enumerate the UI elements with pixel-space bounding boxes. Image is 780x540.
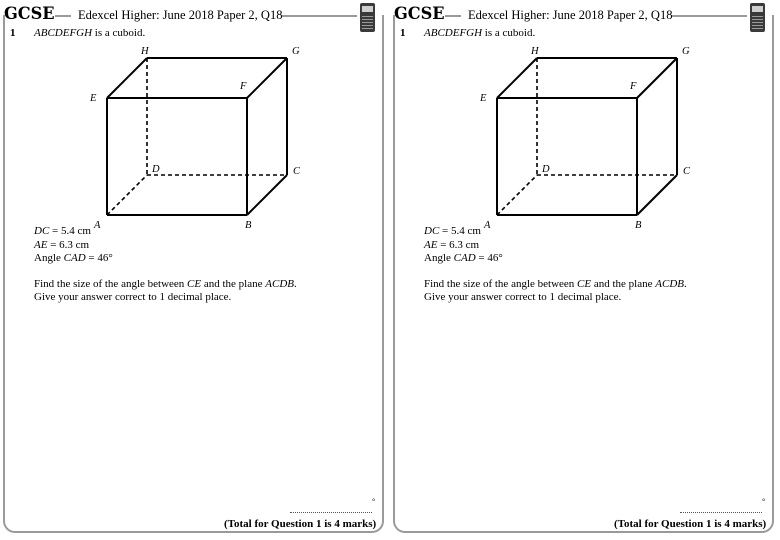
vertex-label-c: C (683, 166, 691, 177)
task-line-1: Find the size of the angle between CE and the plane ACDB. (424, 278, 687, 290)
vertex-label-b: B (245, 220, 252, 231)
question-number: 1 (400, 27, 406, 39)
vertex-label-b: B (635, 220, 642, 231)
edge-fg (637, 58, 677, 98)
given-dc: DC = 5.4 cm (34, 225, 91, 237)
hidden-edge-ad (497, 175, 537, 215)
given-angle: Angle CAD = 46° (424, 252, 503, 264)
hidden-edge-ad (107, 175, 147, 215)
edge-bc (637, 175, 677, 215)
given-angle: Angle CAD = 46° (34, 252, 113, 264)
stem-text: is a cuboid. (482, 27, 536, 39)
total-marks: (Total for Question 1 is 4 marks) (614, 518, 767, 530)
stem-text: is a cuboid. (92, 27, 146, 39)
paper-header: Edexcel Higher: June 2018 Paper 2, Q18 (468, 8, 673, 22)
vertex-label-e: E (90, 93, 97, 104)
vertex-label-g: G (682, 46, 690, 57)
edge-fg (247, 58, 287, 98)
vertex-label-h: H (531, 46, 539, 57)
vertex-label-c: C (293, 166, 301, 177)
vertex-label-e: E (480, 93, 487, 104)
cuboid-diagram (390, 0, 780, 240)
gcse-logo: GCSE (394, 4, 445, 24)
degree-mark: ° (762, 497, 766, 506)
vertex-label-h: H (141, 46, 149, 57)
given-ae: AE = 6.3 cm (424, 238, 480, 251)
vertex-label-d: D (542, 164, 550, 175)
vertex-label-f: F (240, 81, 247, 92)
given-ae: AE = 6.3 cm (34, 238, 90, 251)
paper-header: Edexcel Higher: June 2018 Paper 2, Q18 (78, 8, 283, 22)
gcse-logo: GCSE (4, 4, 55, 24)
given-dc: DC = 5.4 cm (424, 225, 481, 237)
edge-eh (497, 58, 537, 98)
answer-line[interactable] (290, 512, 372, 513)
task-text (34, 278, 297, 304)
vertex-label-g: G (292, 46, 300, 57)
question-number: 1 (10, 27, 16, 39)
vertex-label-d: D (152, 164, 160, 175)
shape-name: ABCDEFGH (34, 27, 93, 39)
given-values (34, 225, 113, 266)
edge-eh (107, 58, 147, 98)
worksheet-right (390, 0, 780, 540)
total-marks: (Total for Question 1 is 4 marks) (224, 518, 377, 530)
given-values (424, 225, 503, 266)
task-line-1: Find the size of the angle between CE and the plane ACDB. (34, 278, 297, 290)
shape-name: ABCDEFGH (424, 27, 483, 39)
cuboid-diagram (0, 0, 390, 240)
vertex-label-a: A (94, 220, 101, 231)
task-line-2: Give your answer correct to 1 decimal place. (424, 291, 622, 303)
task-text (424, 278, 687, 304)
task-line-2: Give your answer correct to 1 decimal place. (34, 291, 232, 303)
degree-mark: ° (372, 497, 376, 506)
edge-bc (247, 175, 287, 215)
answer-line[interactable] (680, 512, 762, 513)
vertex-label-a: A (484, 220, 491, 231)
vertex-label-f: F (630, 81, 637, 92)
